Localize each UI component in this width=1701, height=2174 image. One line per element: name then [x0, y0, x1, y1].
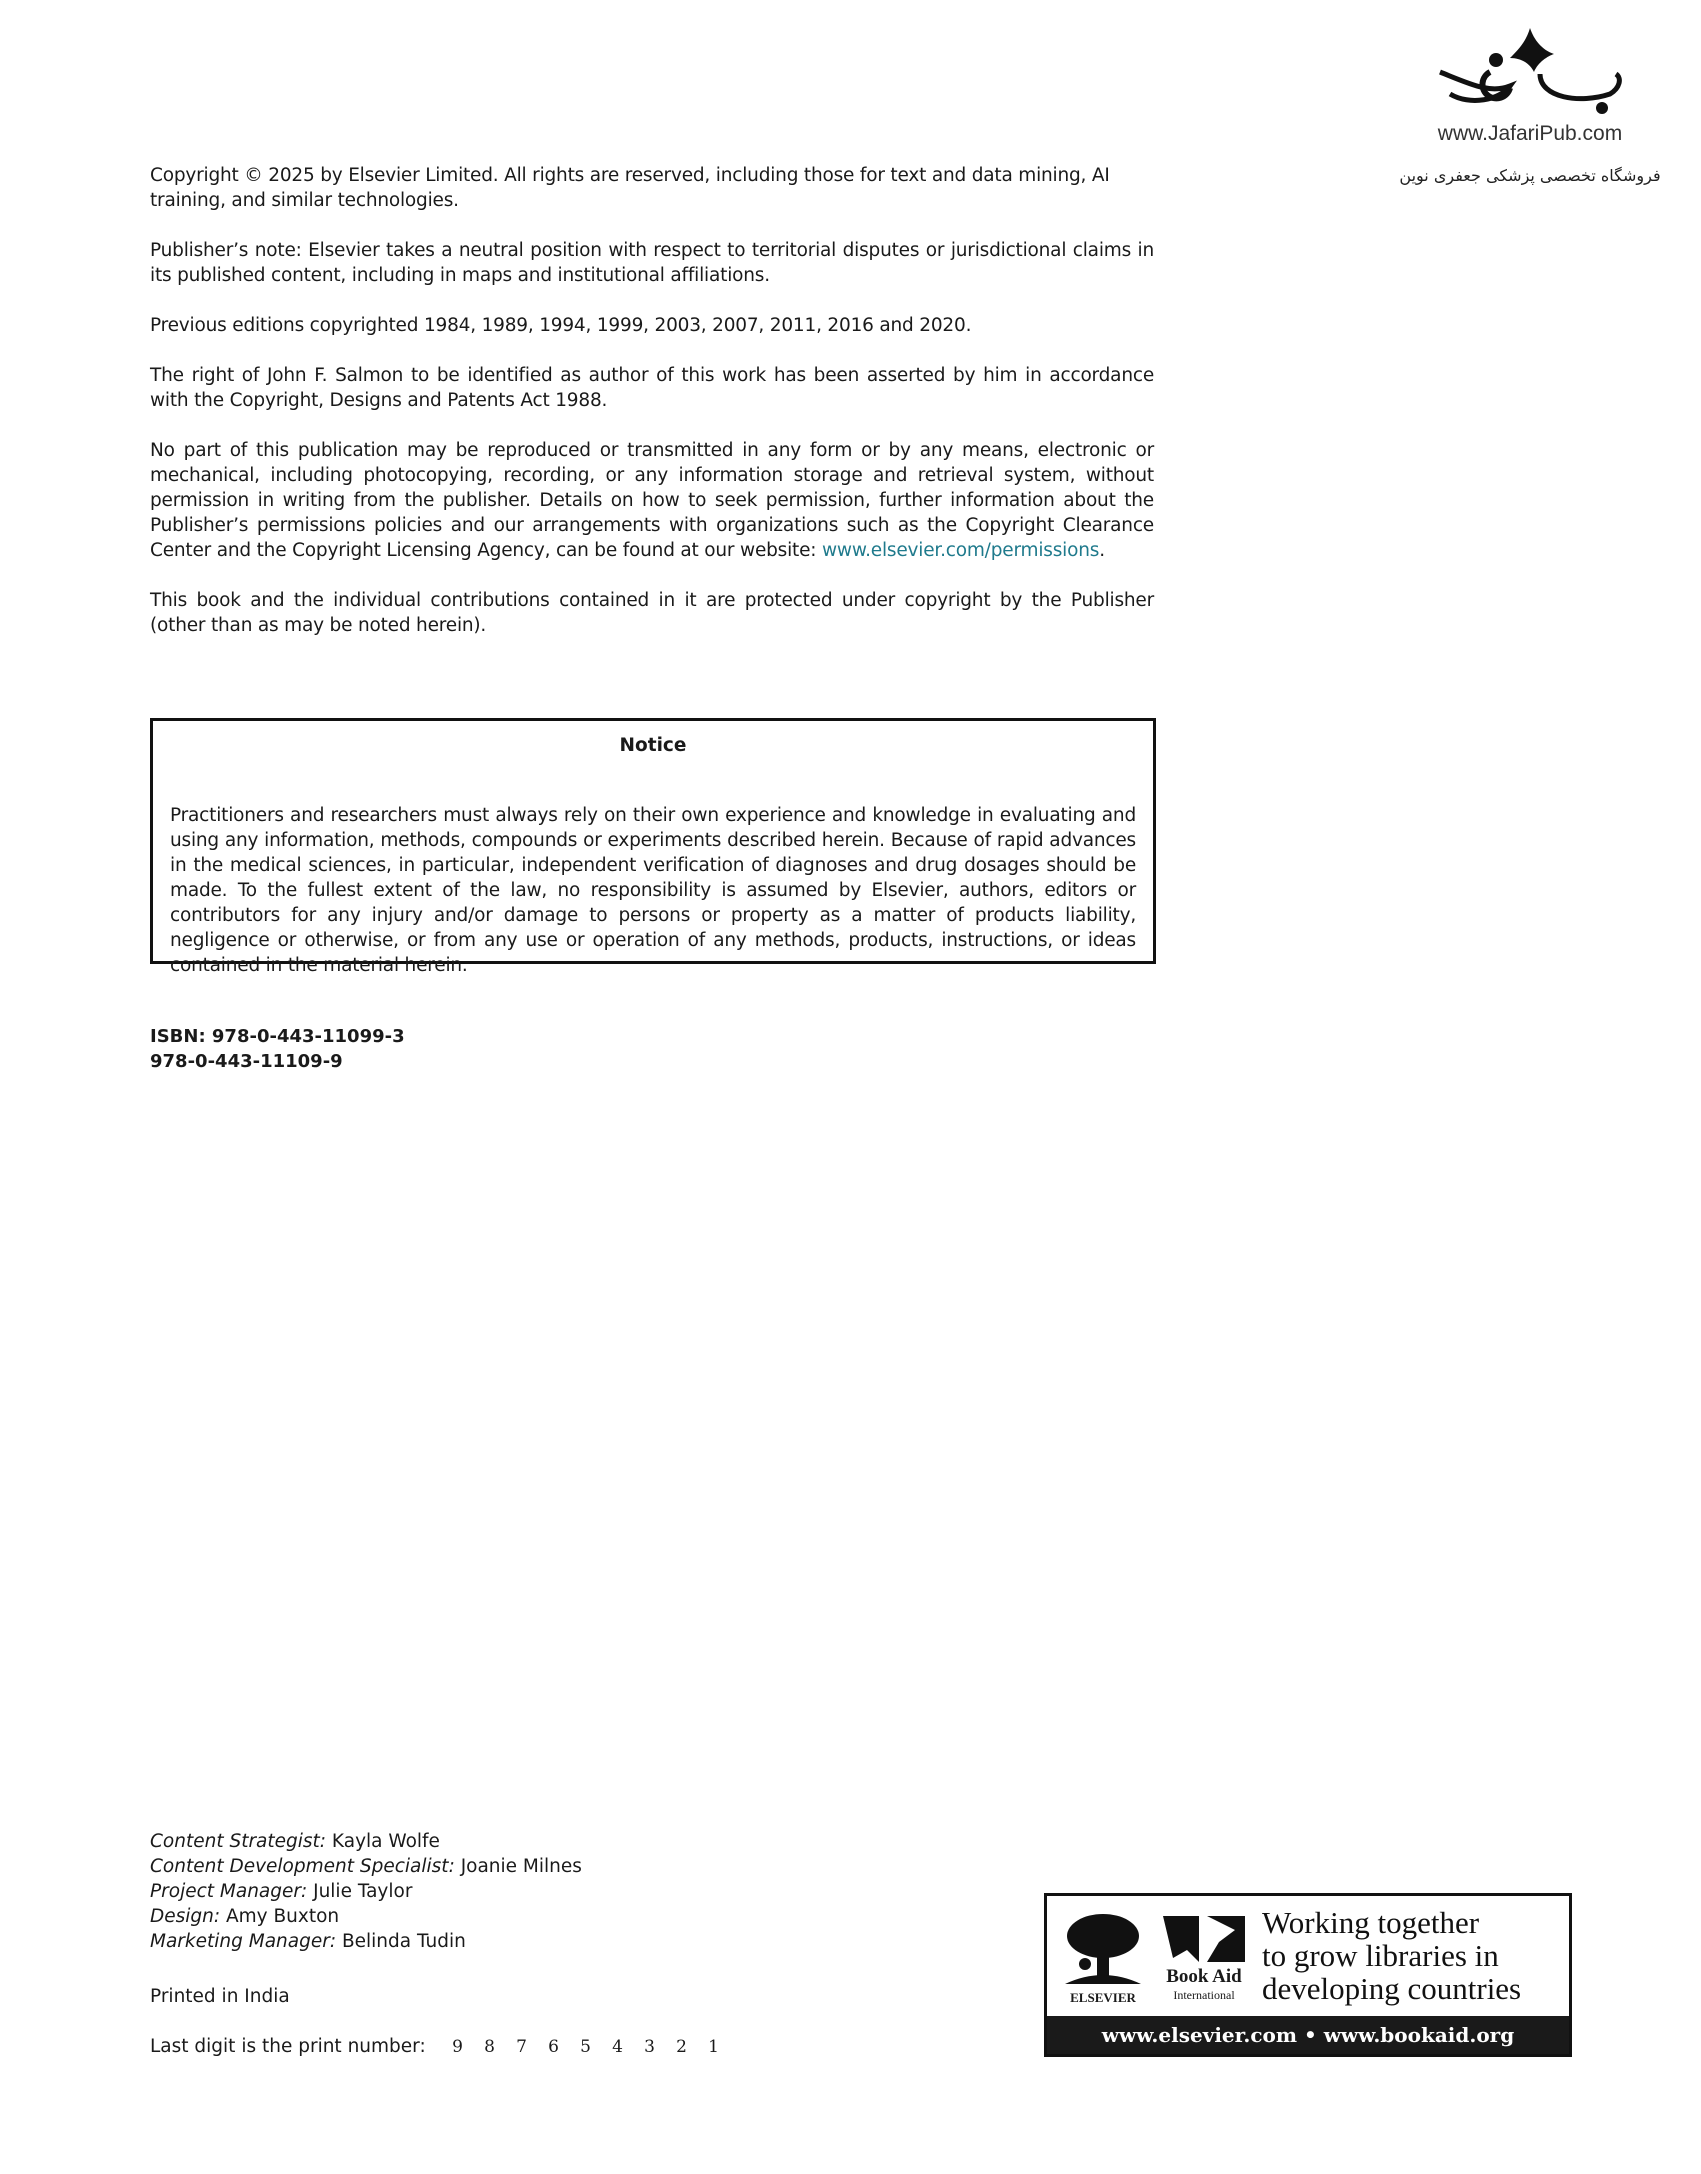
digit: 9 — [452, 2037, 463, 2057]
watermark-persian-text: فروشگاه تخصصی پزشکی جعفری نوین — [1399, 166, 1661, 185]
print-number-line — [150, 2036, 730, 2057]
credit-line — [150, 1829, 582, 1854]
digit: 4 — [612, 2037, 623, 2057]
slogan-line: developing countries — [1262, 1971, 1522, 2006]
no-part-text: No part of this publication may be reproduced or transmitted in any form or by any means, electronic or mechanical, including photocopying, recording, or any information storage and retrieval system, without permission in writing from the publisher. Details on how to seek permission, further information about the Publisher’s permissions policies and our arrangements with organizations such as the Copyright Clearance Center and the Copyright Licensing Agency, can be found at our website: — [150, 440, 1154, 561]
banner-urls: www.elsevier.com • www.bookaid.org — [1047, 2016, 1569, 2054]
credit-role: Marketing Manager: — [150, 1931, 337, 1952]
bookaid-logo — [1159, 1912, 1249, 2006]
elsevier-logo — [1063, 1912, 1143, 2006]
print-digits — [442, 2036, 730, 2057]
digit: 8 — [484, 2037, 495, 2057]
credit-line — [150, 1854, 582, 1879]
period: . — [1099, 540, 1105, 561]
credit-name: Joanie Milnes — [454, 1856, 582, 1877]
credit-name: Amy Buxton — [220, 1906, 340, 1927]
elsevier-wordmark: ELSEVIER — [1070, 1990, 1136, 2005]
previous-editions-paragraph: Previous editions copyrighted 1984, 1989, 1994, 1999, 2003, 2007, 2011, 2016 and 2020. — [150, 315, 972, 336]
digit: 5 — [580, 2037, 591, 2057]
publishers-note-paragraph: Publisher’s note: Elsevier takes a neutral position with respect to territorial disputes or jurisdictional claims in its published content, including in maps and institutional affiliations. — [150, 240, 1154, 286]
author-right-paragraph: The right of John F. Salmon to be identified as author of this work has been asserted by him in accordance with the Copyright, Designs and Patents Act 1988. — [150, 365, 1154, 411]
slogan-line: Working together — [1262, 1905, 1480, 1940]
credit-role: Content Development Specialist: — [150, 1856, 455, 1877]
credit-name: Kayla Wolfe — [326, 1831, 440, 1852]
printed-in: Printed in India — [150, 1986, 290, 2007]
digit: 2 — [676, 2037, 687, 2057]
book-aid-banner — [1044, 1893, 1572, 2057]
banner-slogan — [1262, 1906, 1521, 2005]
credit-role: Project Manager: — [150, 1881, 308, 1902]
no-part-paragraph — [150, 438, 1154, 563]
isbn-block — [150, 1024, 405, 1074]
credits-list — [150, 1829, 582, 1954]
notice-body: Practitioners and researchers must always rely on their own experience and knowledge in evaluating and using any information, methods, compounds or experiments described herein. Because of rapid advances in the medical sciences, in particular, independent verification of diagnoses and drug dosages should be made. To the fullest extent of the law, no responsibility is assumed by Elsevier, authors, editors or contributors for any injury and/or damage to persons or property as a matter of products liability, negligence or otherwise, or from any use or operation of any methods, products, instructions, or ideas contained in the material herein. — [170, 805, 1136, 976]
digit: 7 — [516, 2037, 527, 2057]
jafaripub-watermark — [1400, 24, 1660, 184]
copyright-paragraph: Copyright © 2025 by Elsevier Limited. All rights are reserved, including those for text and data mining, AI training, and similar technologies. — [150, 165, 1110, 211]
book-hands-icon — [1159, 1912, 1249, 1968]
digit: 1 — [708, 2037, 719, 2057]
notice-title: Notice — [619, 735, 687, 756]
bookaid-wordmark: Book Aid — [1166, 1966, 1242, 1987]
credit-line — [150, 1879, 582, 1904]
print-number-label: Last digit is the print number: — [150, 2036, 426, 2057]
slogan-line: to grow libraries in — [1262, 1938, 1499, 1973]
credit-line — [150, 1929, 582, 1954]
elsevier-tree-icon — [1063, 1912, 1143, 1988]
watermark-url: www.JafariPub.com — [1437, 122, 1623, 145]
isbn-secondary: 978-0-443-11109-9 — [150, 1051, 343, 1072]
digit: 6 — [548, 2037, 559, 2057]
credit-line — [150, 1904, 582, 1929]
notice-box — [150, 718, 1156, 976]
protected-paragraph: This book and the individual contributions contained in it are protected under copyright by the Publisher (other than as may be noted herein). — [150, 590, 1154, 636]
permissions-link[interactable]: www.elsevier.com/permissions — [822, 540, 1100, 561]
bookaid-sub: International — [1173, 1988, 1235, 2002]
credit-role: Content Strategist: — [150, 1831, 327, 1852]
credit-role: Design: — [150, 1906, 221, 1927]
credit-name: Julie Taylor — [307, 1881, 413, 1902]
digit: 3 — [644, 2037, 655, 2057]
credit-name: Belinda Tudin — [336, 1931, 466, 1952]
jafaripub-logo-icon — [1430, 24, 1630, 119]
isbn-primary: ISBN: 978-0-443-11099-3 — [150, 1026, 405, 1047]
